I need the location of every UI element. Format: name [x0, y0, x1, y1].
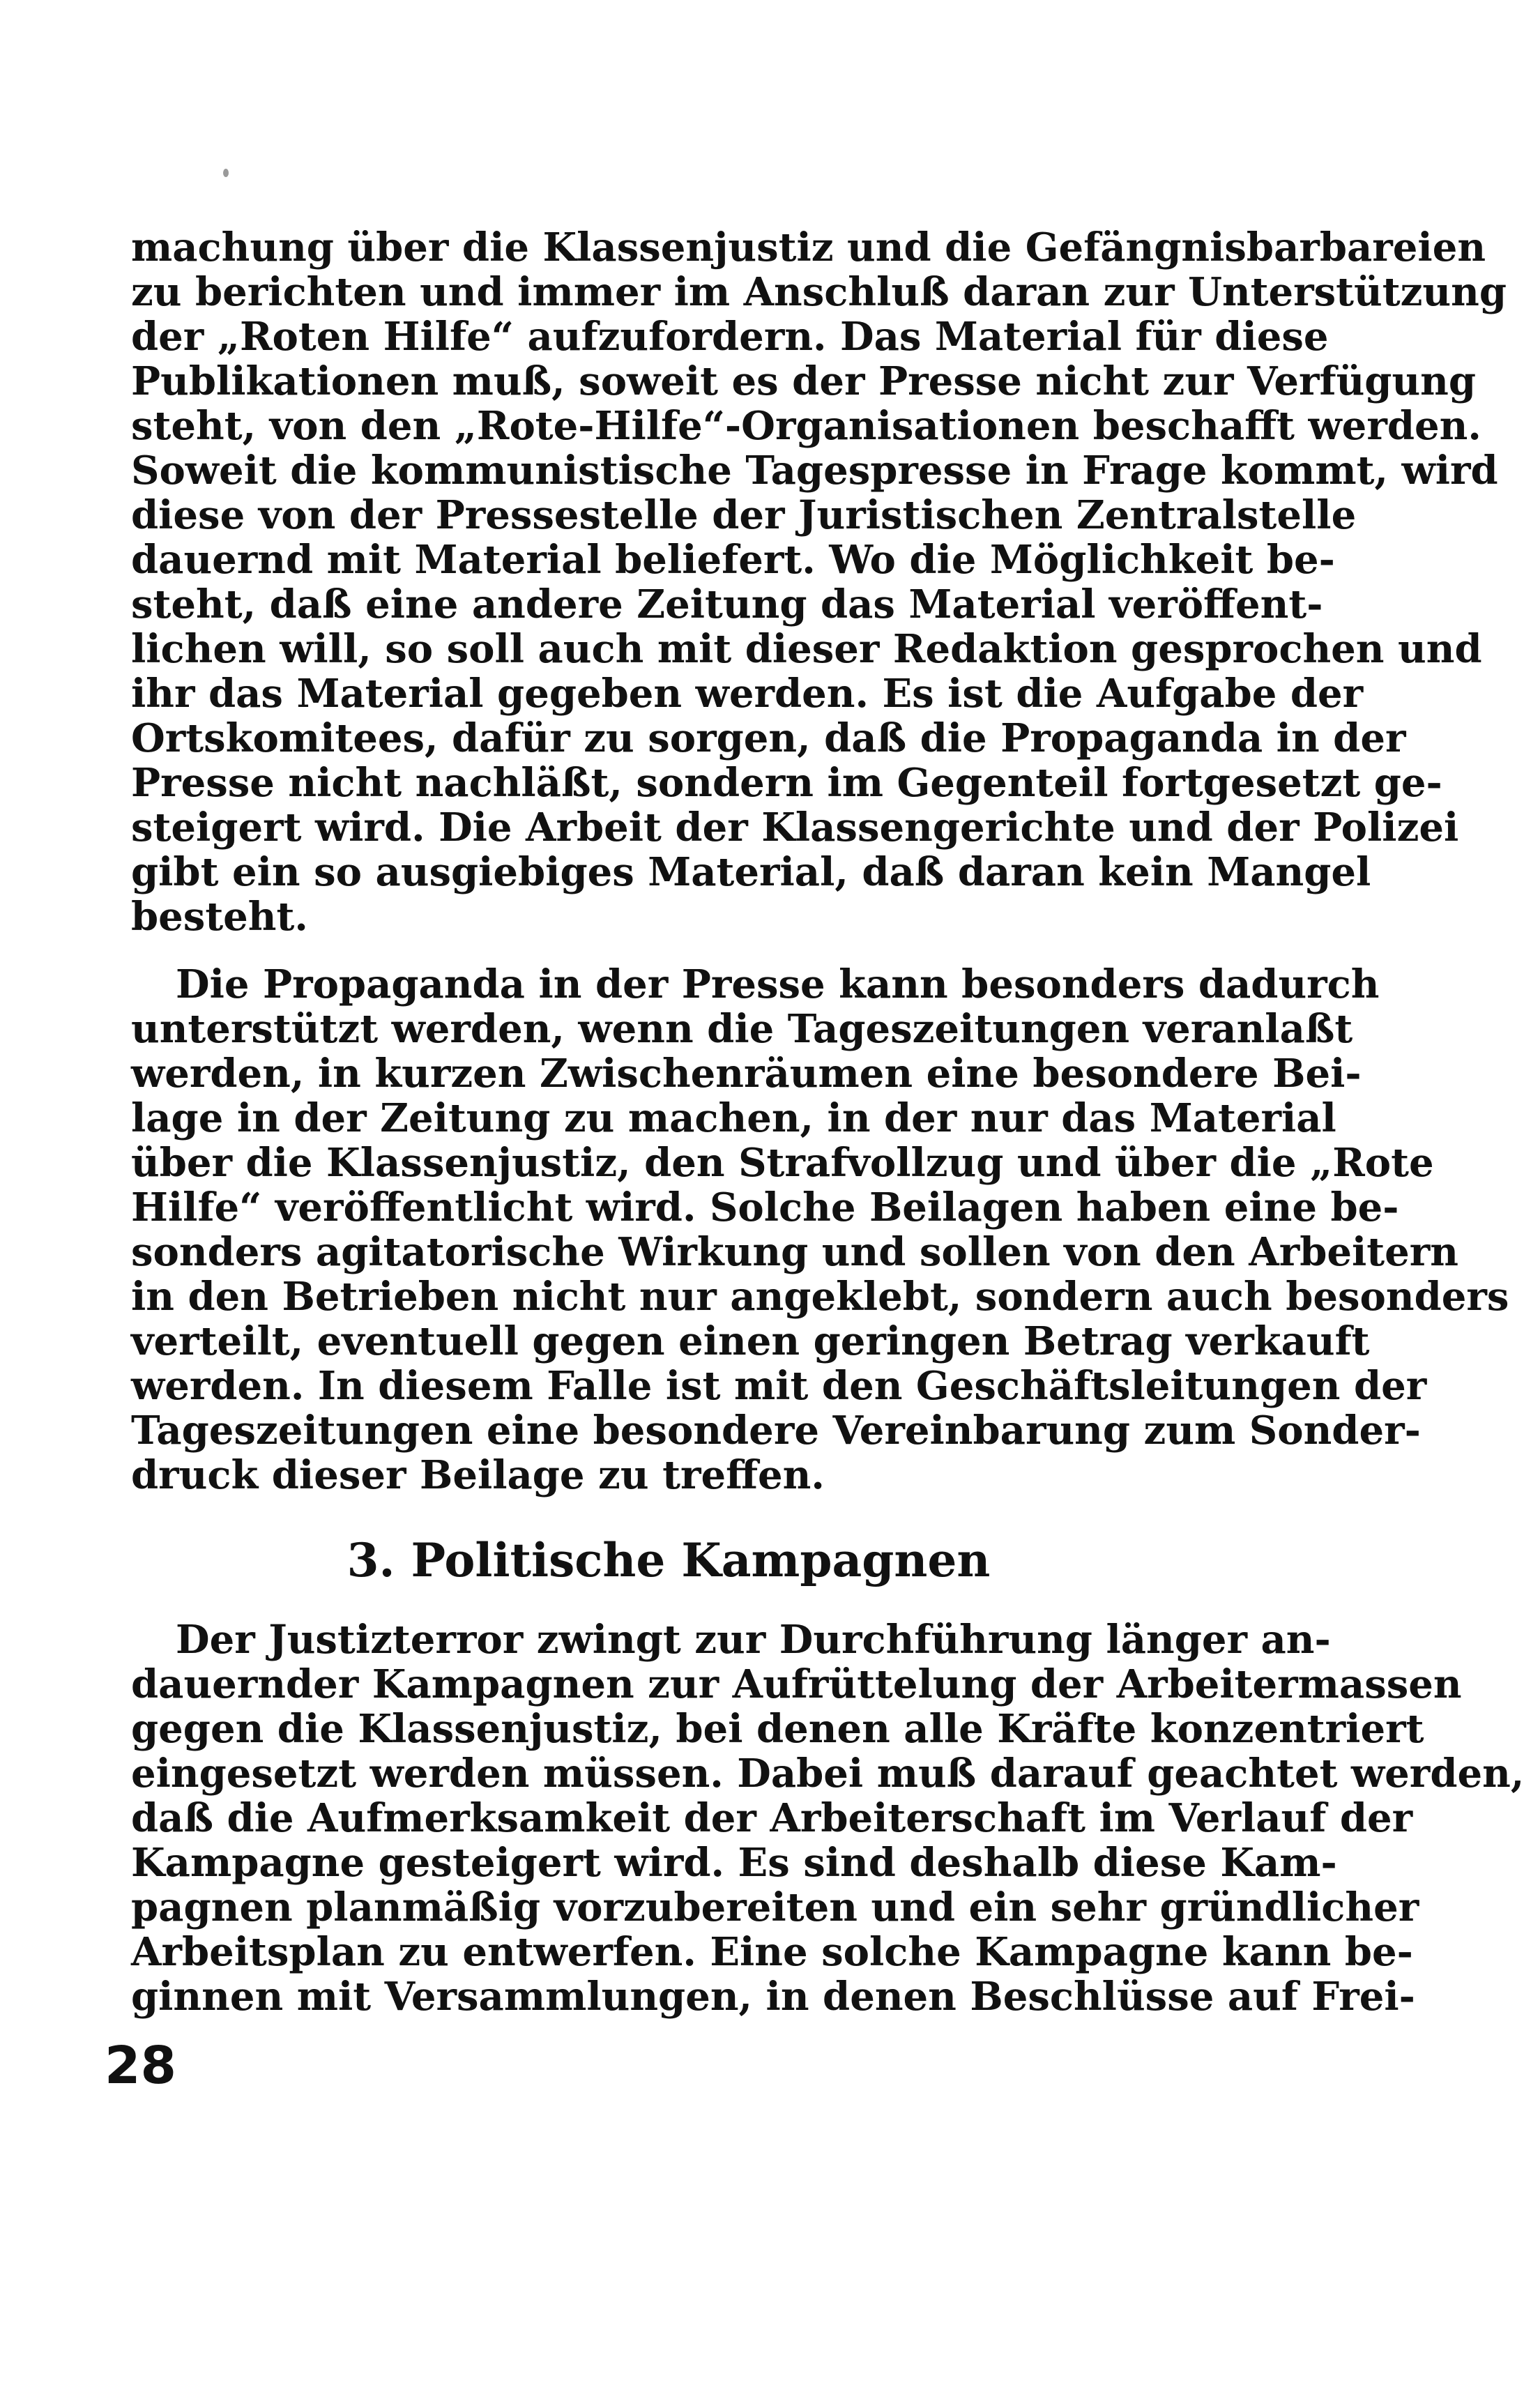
text-line: besteht.: [131, 894, 308, 940]
text-line: Publikationen muß, soweit es der Presse nicht zur Verfügung: [131, 358, 1477, 404]
ink-speck: [223, 169, 229, 177]
text-line: diese von der Pressestelle der Juristischen Zentralstelle: [131, 492, 1357, 538]
text-line: ihr das Material gegeben werden. Es ist die Aufgabe der: [131, 671, 1364, 717]
text-line: Ortskomitees, dafür zu sorgen, daß die Propaganda in der: [131, 715, 1406, 761]
text-line: Presse nicht nachläßt, sondern im Gegenteil fortgesetzt ge-: [131, 760, 1442, 806]
text-line: druck dieser Beilage zu treffen.: [131, 1452, 825, 1498]
text-line: unterstützt werden, wenn die Tageszeitungen veranlaßt: [131, 1006, 1353, 1052]
text-line: werden. In diesem Falle ist mit den Geschäftsleitungen der: [131, 1363, 1427, 1409]
text-line: daß die Aufmerksamkeit der Arbeiterschaft im Verlauf der: [131, 1795, 1413, 1841]
text-line: ginnen mit Versammlungen, in denen Beschlüsse auf Frei-: [131, 1974, 1415, 2020]
paragraph-1: [131, 224, 1507, 940]
text-line: Hilfe“ veröffentlicht wird. Solche Beilagen haben eine be-: [131, 1184, 1399, 1230]
text-line: gegen die Klassenjustiz, bei denen alle Kräfte konzentriert: [131, 1706, 1424, 1752]
text-line: pagnen planmäßig vorzubereiten und ein sehr gründlicher: [131, 1884, 1419, 1930]
text-line: verteilt, eventuell gegen einen geringen Betrag verkauft: [131, 1318, 1370, 1364]
text-line: Die Propaganda in der Presse kann besonders dadurch: [176, 961, 1380, 1007]
text-line: Kampagne gesteigert wird. Es sind deshalb diese Kam-: [131, 1840, 1337, 1886]
text-line: über die Klassenjustiz, den Strafvollzug und über die „Rote: [131, 1140, 1434, 1186]
text-line: dauernd mit Material beliefert. Wo die Möglichkeit be-: [131, 537, 1335, 583]
page-number: 28: [105, 2036, 176, 2096]
text-line: Soweit die kommunistische Tagespresse in Frage kommt, wird: [131, 448, 1498, 494]
text-line: Tageszeitungen eine besondere Vereinbarung zum Sonder-: [131, 1408, 1421, 1454]
text-line: machung über die Klassenjustiz und die Gefängnisbarbareien: [131, 224, 1486, 270]
paragraph-3: [131, 1617, 1524, 2020]
text-line: dauernder Kampagnen zur Aufrüttelung der Arbeitermassen: [131, 1661, 1462, 1707]
text-line: eingesetzt werden müssen. Dabei muß darauf geachtet werden,: [131, 1751, 1524, 1797]
text-line: steigert wird. Die Arbeit der Klassengerichte und der Polizei: [131, 805, 1459, 851]
text-line: steht, daß eine andere Zeitung das Material veröffent-: [131, 581, 1323, 627]
text-line: lichen will, so soll auch mit dieser Redaktion gesprochen und: [131, 626, 1482, 672]
text-line: der „Roten Hilfe“ aufzufordern. Das Material für diese: [131, 314, 1329, 360]
text-line: Arbeitsplan zu entwerfen. Eine solche Kampagne kann be-: [131, 1929, 1413, 1975]
text-line: zu berichten und immer im Anschluß daran zur Unterstützung: [131, 269, 1507, 315]
text-line: gibt ein so ausgiebiges Material, daß daran kein Mangel: [131, 849, 1371, 895]
text-line: steht, von den „Rote-Hilfe“-Organisationen beschafft werden.: [131, 403, 1481, 449]
text-line: sonders agitatorische Wirkung und sollen von den Arbeitern: [131, 1229, 1458, 1275]
section-heading: 3. Politische Kampagnen: [346, 1533, 991, 1587]
text-line: werden, in kurzen Zwischenräumen eine besondere Bei-: [131, 1051, 1362, 1097]
text-line: lage in der Zeitung zu machen, in der nur das Material: [131, 1095, 1336, 1141]
paragraph-2: [131, 961, 1509, 1498]
text-line: in den Betrieben nicht nur angeklebt, sondern auch besonders: [131, 1274, 1509, 1320]
text-line: Der Justizterror zwingt zur Durchführung länger an-: [176, 1617, 1331, 1663]
